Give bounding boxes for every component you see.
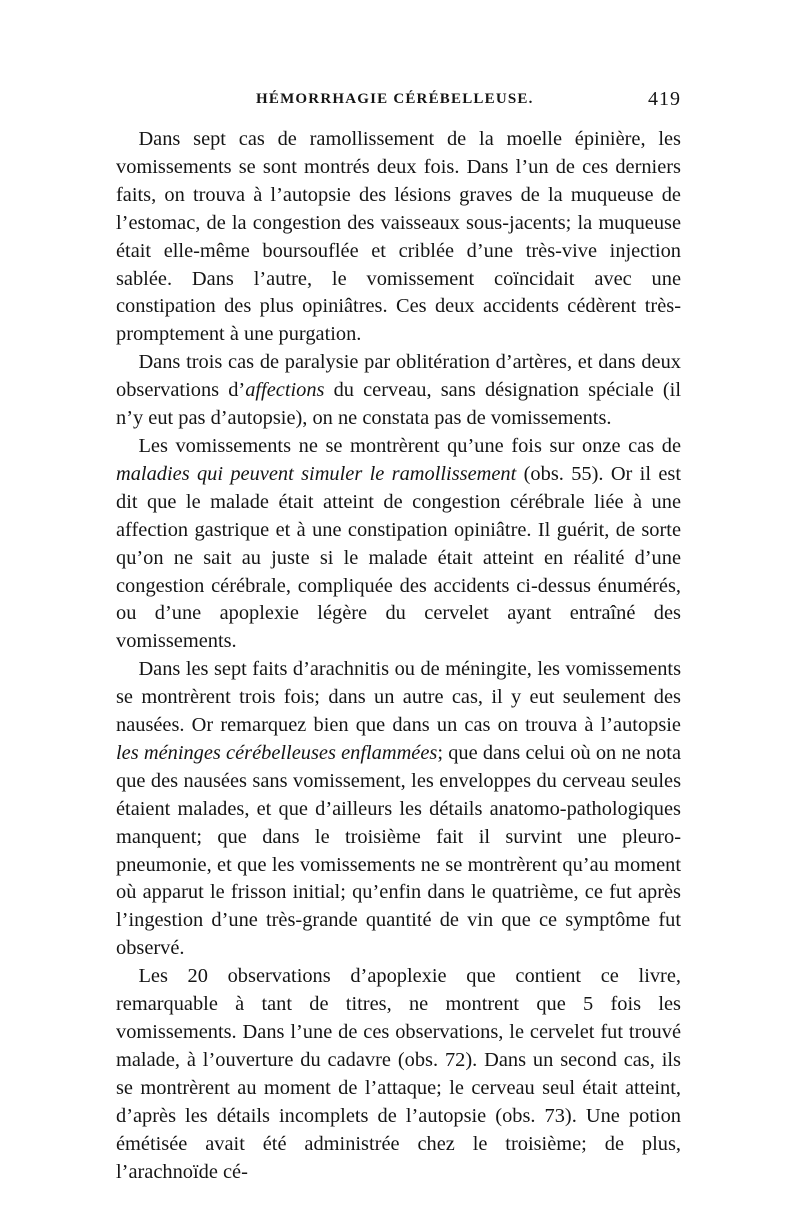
text-run: Les 20 observations d’apoplexie que contient ce livre, remarquable à tant de titres, ne montrent que 5 fois les vomissements. Dans l’une de ces observations, le cervelet fut trouvé malade, à l’ouverture du cadavre (obs. 72). Dans un second cas, ils se montrèrent au moment de l’attaque; le cerveau seul était atteint, d’après les détails incomplets de l’autopsie (obs. 73). Une potion émétisée avait été administrée chez le troisième; de plus, l’arachnoïde cé- — [116, 965, 681, 1183]
running-title: HÉMORRHAGIE CÉRÉBELLEUSE. — [256, 91, 534, 107]
paragraph — [116, 349, 681, 433]
text-run: du cerveau, sans désignation spéciale (il n’y eut pas d’autopsie), on ne constata pas de vomissements. — [116, 379, 681, 430]
paragraph — [116, 963, 681, 1186]
text-run: Dans trois cas de paralysie par oblitération d’artères, et dans deux observations d’ — [116, 351, 681, 402]
paragraph — [116, 656, 681, 963]
text-run: Dans les sept faits d’arachnitis ou de méningite, les vomissements se montrèrent trois fois; dans un autre cas, il y eut seulement des nausées. Or remarquez bien que dans un cas on trouva à l’autopsie — [116, 658, 681, 737]
italic-text-run: les méninges cérébelleuses enflammées — [116, 741, 438, 764]
page-header — [116, 88, 681, 119]
italic-text-run: affections — [245, 379, 325, 402]
italic-text-run: maladies qui peuvent simuler le ramollissement — [116, 462, 517, 485]
body-text — [116, 126, 681, 1186]
text-run: (obs. 55). Or il est dit que le malade était atteint de congestion cérébrale liée à une affection gastrique et à une constipation opiniâtre. Il guérit, de sorte qu’on ne sait au juste si le malade était atteint en réalité d’une congestion cérébrale, compliquée des accidents ci-dessus énumérés, ou d’une apoplexie légère du cervelet ayant entraîné des vomissements. — [116, 462, 681, 653]
paragraph — [116, 126, 681, 349]
paragraph — [116, 433, 681, 656]
text-run: Les vomissements ne se montrèrent qu’une fois sur onze cas de — [138, 434, 681, 457]
text-run: ; que dans celui où on ne nota que des nausées sans vomissement, les enveloppes du cerveau seules étaient malades, et que d’ailleurs les détails anatomo-pathologiques manquent; que dans le troisième fait il survint une pleuro-pneumonie, et que les vomissements ne se montrèrent qu’au moment où apparut le frisson initial; qu’enfin dans le quatrième, ce fut après l’ingestion d’une très-grande quantité de vin que ce symptôme fut observé. — [116, 741, 681, 960]
page-number: 419 — [648, 88, 681, 110]
text-run: Dans sept cas de ramollissement de la moelle épinière, les vomissements se sont montrés deux fois. Dans l’un de ces derniers faits, on trouva à l’autopsie des lésions graves de la muqueuse de l’estomac, de la congestion des vaisseaux sous-jacents; la muqueuse était elle-même boursouflée et criblée d’une très-vive injection sablée. Dans l’autre, le vomissement coïncidait avec une constipation des plus opiniâtres. Ces deux accidents cédèrent très-promptement à une purgation. — [116, 128, 681, 346]
